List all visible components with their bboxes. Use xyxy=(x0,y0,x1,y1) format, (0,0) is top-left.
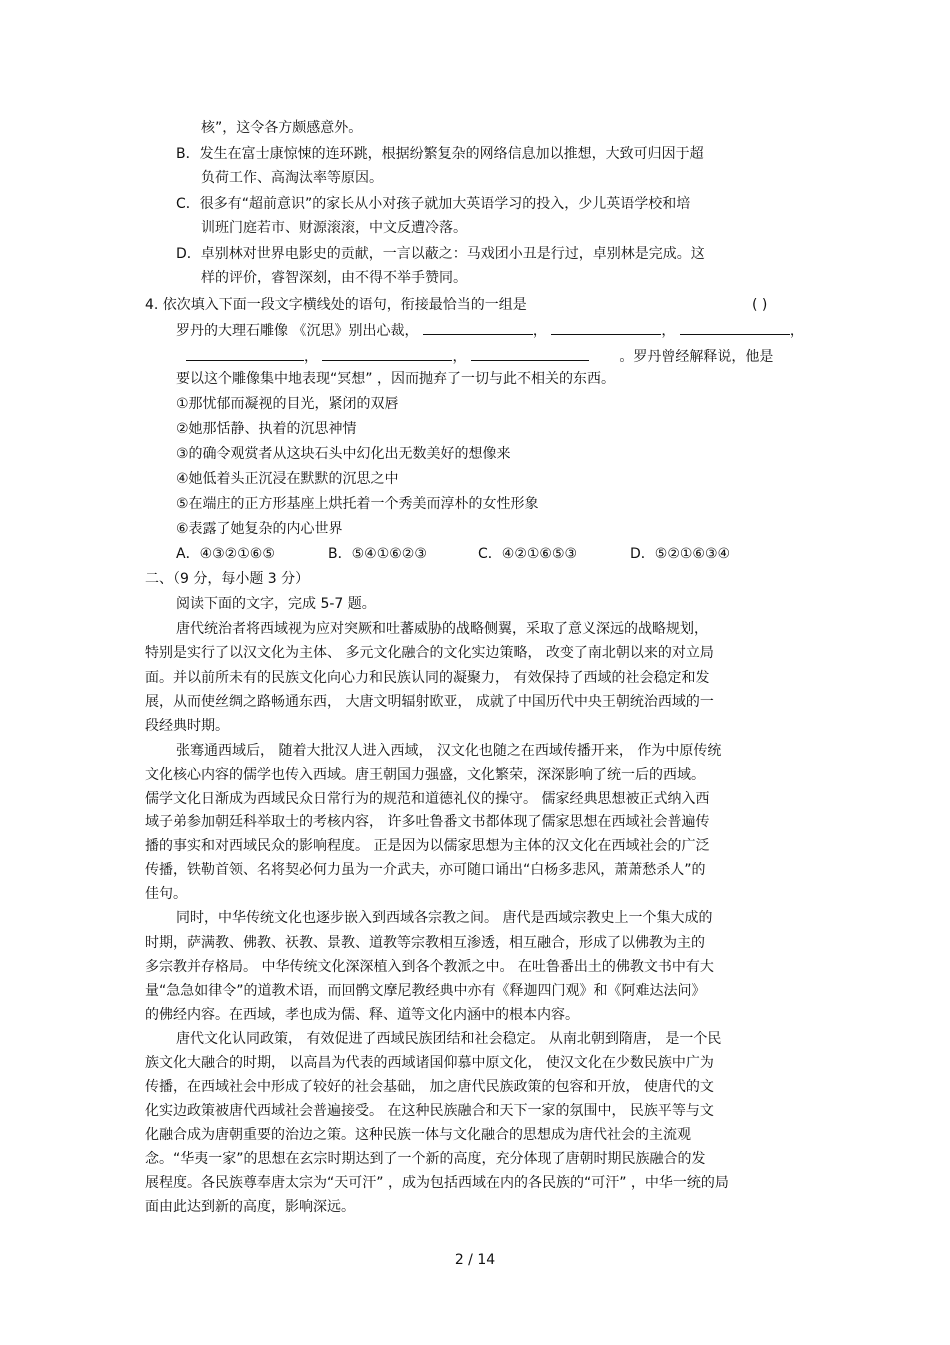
passage-line: 多宗教并存格局。 中华传统文化深深植入到各个教派之中。 在吐鲁番出土的佛教文书中有大 xyxy=(145,959,714,975)
q4-item: ①那忧郁而凝视的目光，紧闭的双唇 xyxy=(176,396,399,412)
passage-line: 唐代文化认同政策， 有效促进了西域民族团结和社会稳定。 从南北朝到隋唐， 是一个民 xyxy=(176,1031,722,1047)
q4-item: ⑥表露了她复杂的内心世界 xyxy=(176,521,343,537)
passage-line: 同时，中华传统文化也逐步嵌入到西域各宗教之间。 唐代是西域宗教史上一个集大成的 xyxy=(176,910,713,926)
q3-option-d-line2: 样的评价，睿智深刻，由不得不举手赞同。 xyxy=(201,270,467,286)
passage-line: 传播，铁勒首领、名将契必何力虽为一介武夫，亦可随口诵出“白杨多悲风，萧萧愁杀人”的 xyxy=(145,862,706,878)
comma: ， xyxy=(532,323,547,339)
fill-blank-3[interactable] xyxy=(680,320,790,335)
passage-line: 化实边政策被唐代西域社会普遍接受。 在这种民族融合和天下一家的氛围中， 民族平等与文 xyxy=(145,1103,714,1119)
passage-line: 念。“华夷一家”的思想在玄宗时期达到了一个新的高度，充分体现了唐朝时期民族融合的发 xyxy=(145,1151,706,1167)
fill-blank-5[interactable] xyxy=(322,346,452,361)
q4-passage-line3: 要以这个雕像集中地表现“冥想” ，因而抛弃了一切与此不相关的东西。 xyxy=(176,371,615,387)
fill-blank-4[interactable] xyxy=(186,346,304,361)
q4-passage-start: 罗丹的大理石雕像 《沉思》别出心裁， xyxy=(176,323,419,339)
passage-line: 唐代统治者将西域视为应对突厥和吐蕃威胁的战略侧翼，采取了意义深远的战略规划， xyxy=(176,621,708,637)
passage-line: 儒学文化日渐成为西域民众日常行为的规范和道德礼仪的操守。 儒家经典思想被正式纳入西 xyxy=(145,791,710,807)
q4-item: ②她那恬静、执着的沉思神情 xyxy=(176,421,357,437)
q3-option-c-line1: C．很多有“超前意识”的家长从小对孩子就加大英语学习的投入，少儿英语学校和培 xyxy=(176,196,691,212)
passage-line: 段经典时期。 xyxy=(145,718,229,734)
q4-answer-paren: ( ) xyxy=(752,297,768,313)
q3-option-b-line2: 负荷工作、高淘汰率等原因。 xyxy=(201,170,383,186)
q4-stem: 4. 依次填入下面一段文字横线处的语句，衔接最恰当的一组是 xyxy=(145,297,527,313)
comma: ， xyxy=(452,349,467,365)
passage-line: 张骞通西域后， 随着大批汉人进入西域， 汉文化也随之在西域传播开来， 作为中原传统 xyxy=(176,743,722,759)
passage-line: 面。并以前所未有的民族文化向心力和民族认同的凝聚力， 有效保持了西域的社会稳定和发 xyxy=(145,670,710,686)
passage-line: 传播，在西域社会中形成了较好的社会基础， 加之唐代民族政策的包容和开放， 使唐代的文 xyxy=(145,1079,714,1095)
q4-passage-line1 xyxy=(176,320,804,340)
q4-option-b[interactable]: B．⑤④①⑥②③ xyxy=(328,546,427,562)
comma: ， xyxy=(661,323,676,339)
section-intro: 阅读下面的文字，完成 5-7 题。 xyxy=(176,596,376,612)
passage-line: 族文化大融合的时期， 以高昌为代表的西域诸国仰慕中原文化， 使汉文化在少数民族中广为 xyxy=(145,1055,714,1071)
fill-blank-2[interactable] xyxy=(551,320,661,335)
q4-option-d[interactable]: D．⑤②①⑥③④ xyxy=(630,546,731,562)
section-heading: 二、（9 分，每小题 3 分） xyxy=(145,571,310,587)
passage-line: 量“急急如律令”的道教术语，而回鹘文摩尼教经典中亦有《释迦四门观》和《阿难达法问》 xyxy=(145,983,706,999)
q3-option-c-line2: 训班门庭若市、财源滚滚，中文反遭冷落。 xyxy=(201,220,467,236)
passage-line: 播的事实和对西域民众的影响程度。 正是因为以儒家思想为主体的汉文化在西域社会的广泛 xyxy=(145,838,710,854)
passage-line: 文化核心内容的儒学也传入西域。唐王朝国力强盛，文化繁荣，深深影响了统一后的西域。 xyxy=(145,767,705,783)
q4-item: ④她低着头正沉浸在默默的沉思之中 xyxy=(176,471,399,487)
q4-passage-line2-end: 。罗丹曾经解释说，他是 xyxy=(619,349,774,365)
q4-option-a[interactable]: A．④③②①⑥⑤ xyxy=(176,546,275,562)
q3-option-b-line1: B．发生在富士康惊悚的连环跳，根据纷繁复杂的网络信息加以推想，大致可归因于超 xyxy=(176,146,704,162)
q4-passage-line2 xyxy=(186,346,773,366)
comma: ， xyxy=(789,323,804,339)
fill-blank-6[interactable] xyxy=(471,346,589,361)
comma: ， xyxy=(304,349,318,365)
q4-option-c[interactable]: C．④②①⑥⑤③ xyxy=(478,546,578,562)
q4-item: ⑤在端庄的正方形基座上烘托着一个秀美而淳朴的女性形象 xyxy=(176,496,539,512)
q3-option-d-line1: D．卓别林对世界电影史的贡献，一言以蔽之：马戏团小丑是行过，卓别林是完成。这 xyxy=(176,246,705,262)
passage-line: 展，从而使丝绸之路畅通东西， 大唐文明辐射欧亚， 成就了中国历代中央王朝统治西域的一 xyxy=(145,694,714,710)
q4-item: ③的确令观赏者从这块石头中幻化出无数美好的想像来 xyxy=(176,446,511,462)
fill-blank-1[interactable] xyxy=(423,320,533,335)
passage-line: 特别是实行了以汉文化为主体、 多元文化融合的文化实边策略， 改变了南北朝以来的对立局 xyxy=(145,645,714,661)
passage-line: 化融合成为唐朝重要的治边之策。这种民族一体与文化融合的思想成为唐代社会的主流观 xyxy=(145,1127,691,1143)
page-number: 2 / 14 xyxy=(454,1252,496,1268)
passage-line: 佳句。 xyxy=(145,886,187,902)
q3-option-a-continued: 核”，这令各方颇感意外。 xyxy=(201,120,363,136)
passage-line: 的佛经内容。在西域，孝也成为儒、释、道等文化内涵中的根本内容。 xyxy=(145,1007,579,1023)
passage-line: 时期，萨满教、佛教、祆教、景教、道教等宗教相互渗透，相互融合，形成了以佛教为主的 xyxy=(145,935,705,951)
passage-line: 展程度。各民族尊奉唐太宗为“天可汗” ，成为包括西域在内的各民族的“可汗” ，中华一统的局 xyxy=(145,1175,729,1191)
passage-line: 面由此达到新的高度，影响深远。 xyxy=(145,1199,355,1215)
passage-line: 域子弟参加朝廷科举取士的考核内容， 许多吐鲁番文书都体现了儒家思想在西域社会普遍传 xyxy=(145,814,710,830)
